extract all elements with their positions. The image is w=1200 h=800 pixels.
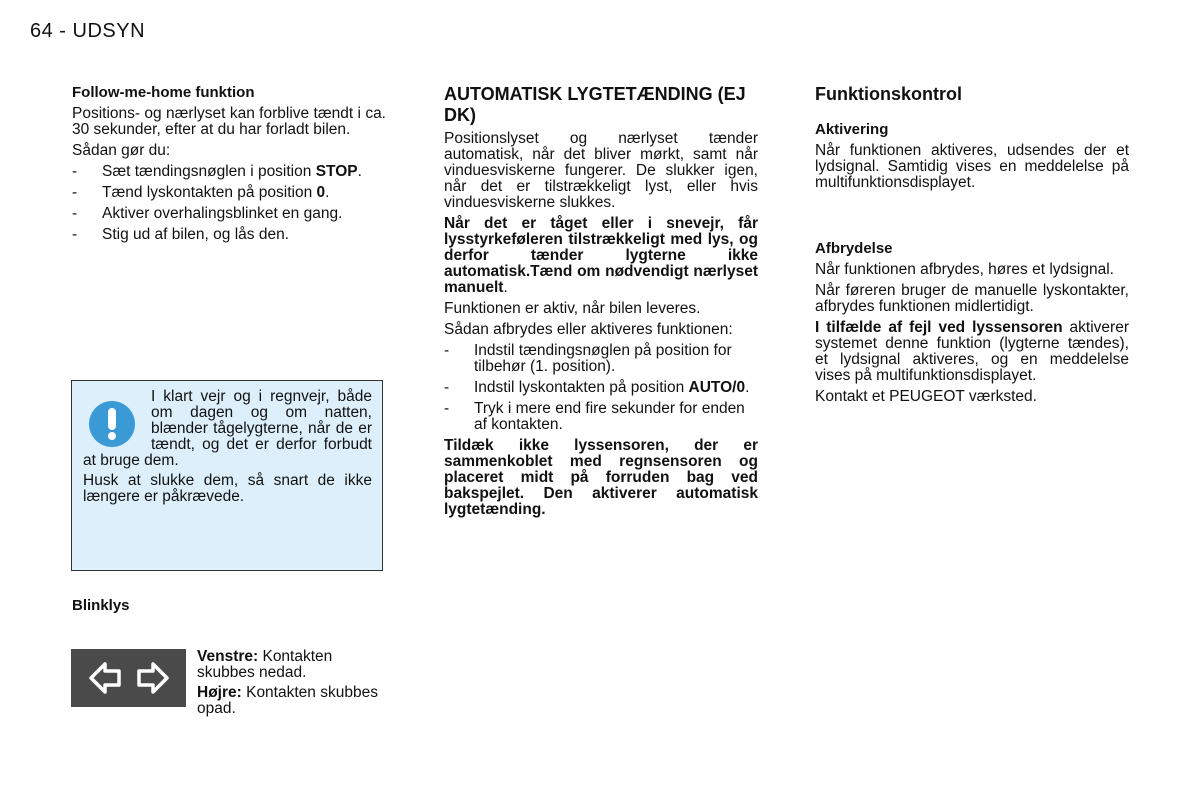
blinklys-heading: Blinklys — [72, 597, 130, 614]
auto-lights-section — [444, 84, 758, 523]
warning-text: I klart vejr og i regnvejr, både om dagen og om natten, blænder tågelygterne, når de er tændt, og det er derfor forbudt at bruge dem. — [83, 388, 372, 469]
sensor-fault-text: I tilfælde af fejl ved lyssensoren aktiverer systemet denne funktion (lygterne tændes), et lydsignal aktiveres, og en meddelelse vises på multifunktionsdisplayet. — [815, 319, 1129, 384]
blinklys-right: Højre: Kontakten skubbes opad. — [197, 684, 378, 717]
auto-lights-title: AUTOMATISK LYGTETÆNDING (EJ DK) — [444, 84, 746, 125]
deactivation-heading: Afbrydelse — [815, 240, 893, 257]
follow-me-home-howto: Sådan gør du: — [72, 142, 171, 159]
exclamation-icon — [89, 401, 135, 447]
auto-lights-p5: Tildæk ikke lyssensoren, der er sammenkoblet med regnsensoren og placeret midt på forruden bag ved bakspejlet. Den aktiverer automatisk lygtetænding. — [444, 437, 758, 518]
step-item: - Indstil lyskontakten på position AUTO/0. — [444, 380, 758, 396]
warning-text-2: Husk at slukke dem, så snart de ikke længere er påkrævede. — [83, 472, 372, 505]
function-check-section — [815, 84, 1129, 410]
auto-lights-steps — [444, 343, 758, 433]
contact-text: Kontakt et PEUGEOT værksted. — [815, 388, 1037, 405]
blinklys-left: Venstre: Kontakten skubbes nedad. — [197, 648, 333, 681]
activation-heading: Aktivering — [815, 121, 889, 138]
step-item: - Aktiver overhalingsblinket en gang. — [72, 206, 386, 222]
auto-lights-p1: Positionslyset og nærlyset tænder automatisk, når det bliver mørkt, samt når vinduesviskerne fungerer. De slukker igen, når det er tilstrækkeligt lyst, eller hvis vinduesviskerne slukkes. — [444, 130, 758, 211]
auto-lights-p3: Funktionen er aktiv, når bilen leveres. — [444, 300, 701, 317]
deactivation-text-2: Når føreren bruger de manuelle lyskontakter, afbrydes funktionen midlertidigt. — [815, 282, 1129, 315]
warning-box — [71, 380, 383, 571]
follow-me-home-section — [72, 85, 386, 248]
blinklys-text — [197, 649, 387, 721]
auto-lights-p2: Når det er tåget eller i snevejr, får lysstyrkeføleren tilstrækkeligt med lys, og derfor tænder lygterne ikke automatisk.Tænd om nødvendigt nærlyset manuelt. — [444, 215, 758, 296]
step-item: - Tryk i mere end fire sekunder for enden af kontakten. — [444, 401, 758, 433]
follow-me-home-heading: Follow-me-home funktion — [72, 84, 255, 101]
step-item: - Tænd lyskontakten på position 0. — [72, 185, 386, 201]
follow-me-home-intro: Positions- og nærlyset kan forblive tændt i ca. 30 sekunder, efter at du har forladt bilen. — [72, 105, 386, 138]
step-item: - Indstil tændingsnøglen på position for tilbehør (1. position). — [444, 343, 758, 375]
page-header: 64 - UDSYN — [30, 20, 146, 42]
follow-me-home-steps — [72, 164, 386, 243]
auto-lights-p4: Sådan afbrydes eller aktiveres funktionen: — [444, 321, 733, 338]
deactivation-text: Når funktionen afbrydes, høres et lydsignal. — [815, 261, 1114, 278]
step-item: - Stig ud af bilen, og lås den. — [72, 227, 386, 243]
activation-text: Når funktionen aktiveres, udsendes der et lydsignal. Samtidig vises en meddelelse på multifunktionsdisplayet. — [815, 142, 1129, 191]
step-item: - Sæt tændingsnøglen i position STOP. — [72, 164, 386, 180]
function-check-title: Funktionskontrol — [815, 84, 962, 104]
turn-signal-arrows-icon — [71, 649, 186, 707]
